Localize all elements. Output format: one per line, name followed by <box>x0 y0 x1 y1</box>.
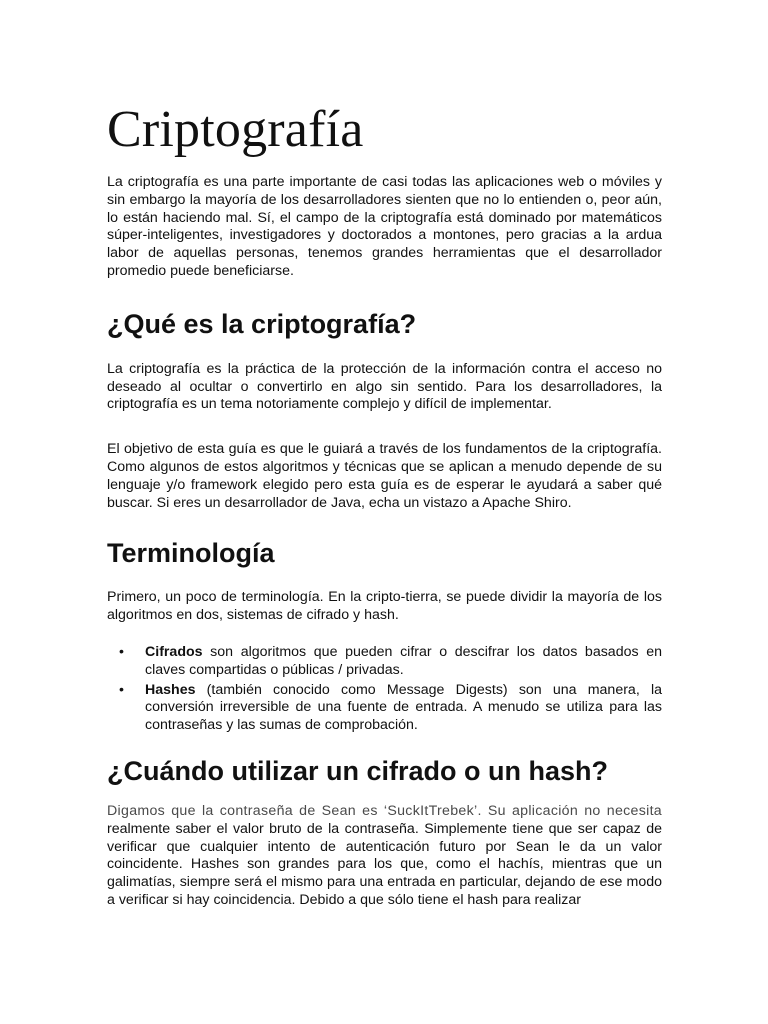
que-es-paragraph-1: La criptografía es la práctica de la protección de la información contra el acceso no deseado al ocultar o convertirlo en algo sin sentido. Para los desarrolladores, la criptografía es un tema notoriamente complejo y difícil de implementar. <box>107 360 662 413</box>
heading-cuando-utilizar: ¿Cuándo utilizar un cifrado o un hash? <box>107 755 608 786</box>
list-item <box>107 644 662 680</box>
terminologia-paragraph: Primero, un poco de terminología. En la cripto-tierra, se puede dividir la mayoría de los algoritmos en dos, sistemas de cifrado y hash. <box>107 589 662 624</box>
bullet-icon: • <box>119 643 124 660</box>
document-title: Criptografía <box>107 101 364 158</box>
term-hashes-description: (también conocido como Message Digests) son una manera, la conversión irreversible de una fuente de entrada. A menudo se utiliza para las contraseñas y las sumas de comprobación. <box>145 681 662 734</box>
heading-terminologia: Terminología <box>107 538 275 569</box>
que-es-paragraph-2: El objetivo de esta guía es que le guiará a través de los fundamentos de la criptografía. Como algunos de estos algoritmos y técnicas que se aplican a menudo depende de su lenguaje y/o framework elegido pero esta guía es de esperar le ayudará a saber qué buscar. Si eres un desarrollador de Java, echa un vistazo a Apache Shiro. <box>107 441 662 511</box>
intro-paragraph: La criptografía es una parte importante de casi todas las aplicaciones web o móviles y sin embargo la mayoría de los desarrolladores sienten que no lo entienden o, peor aún, lo están haciendo mal. Sí, el campo de la criptografía está dominado por matemáticos súper-inteligentes, investigadores y doctorados a montones, pero gracias a la ardua labor de aquellas personas, tenemos grandes herramientas que el desarrollador promedio puede beneficiarse. <box>107 174 662 279</box>
term-cifrados-description: son algoritmos que pueden cifrar o descifrar los datos basados en claves compartidas o públicas / privadas. <box>145 643 662 678</box>
cuando-paragraph-rest: realmente saber el valor bruto de la contraseña. Simplemente tiene que ser capaz de verificar que cualquier intento de autenticación futuro por Sean le da un valor coincidente. Hashes son grandes para los que, como el hachís, mientras que un galimatías, siempre será el mismo para una entrada en particular, dejando de ese modo a verificar si hay coincidencia. Debido a que sólo tiene el hash para realizar <box>107 820 662 908</box>
bullet-icon: • <box>119 681 124 698</box>
term-hashes: Hashes <box>145 681 196 698</box>
list-item <box>107 682 662 735</box>
cuando-paragraph-lead: Digamos que la contraseña de Sean es ‘SuckItTrebek’. Su aplicación no necesita <box>107 802 662 819</box>
cuando-paragraph <box>107 803 662 910</box>
term-cifrados: Cifrados <box>145 643 203 660</box>
heading-que-es: ¿Qué es la criptografía? <box>107 308 417 339</box>
terminology-list <box>107 644 662 735</box>
